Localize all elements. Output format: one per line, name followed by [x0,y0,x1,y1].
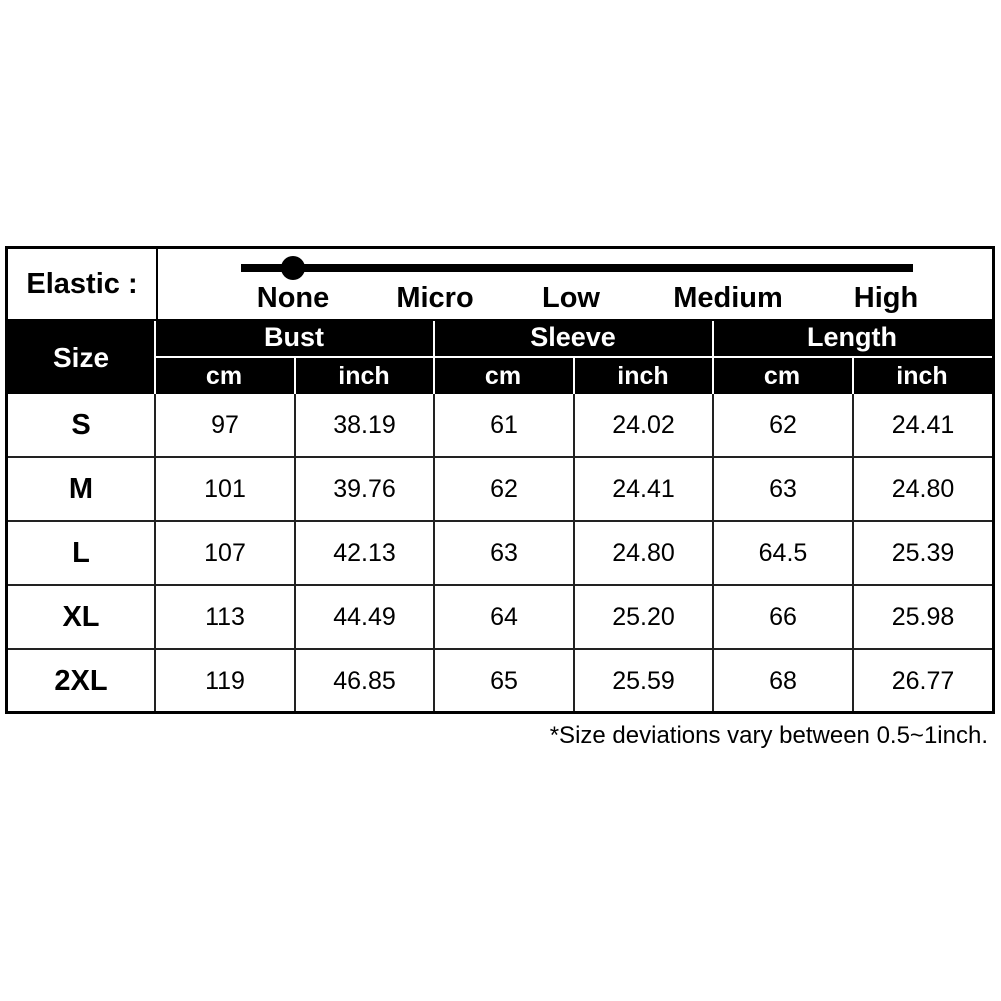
sleeve-cm-cell: 63 [490,538,518,567]
length-inch-cell: 25.98 [891,602,955,631]
bust-cm-cell: 101 [204,474,246,503]
length-inch-cell: 26.77 [891,666,955,695]
elastic-level-low: Low [542,282,600,314]
elastic-indicator-dot [281,256,305,280]
length-cm-cell: 62 [769,410,797,439]
elastic-label: Elastic : [8,249,158,319]
header-divider [852,356,854,394]
size-cell: M [68,472,94,505]
sleeve-cm-cell: 61 [490,410,518,439]
column-divider [154,394,156,711]
length-cm-cell: 68 [769,666,797,695]
elastic-track [241,264,913,272]
header-size: Size [52,341,110,373]
header-bust-inch: inch [338,362,390,390]
header-divider [294,356,296,394]
sleeve-inch-cell: 25.59 [612,666,675,695]
column-divider [712,394,714,711]
column-divider [852,394,854,711]
header-bust: Bust [264,322,324,352]
header-bust-cm: cm [205,362,243,390]
sleeve-inch-cell: 24.80 [612,538,675,567]
column-divider [573,394,575,711]
elastic-level-none: None [256,282,330,314]
bust-inch-cell: 46.85 [333,666,396,695]
elastic-level-high: High [853,282,919,314]
header-sleeve: Sleeve [530,322,616,352]
header-sleeve-inch: inch [617,362,669,390]
size-chart-table [5,246,995,714]
size-deviation-note: *Size deviations vary between 0.5~1inch. [549,722,988,749]
length-inch-cell: 24.41 [891,410,955,439]
sleeve-inch-cell: 24.41 [612,474,675,503]
bust-cm-cell: 97 [211,410,239,439]
size-cell: L [72,536,90,569]
sleeve-cm-cell: 62 [490,474,518,503]
header-length: Length [807,322,897,352]
sleeve-cm-cell: 64 [490,602,518,631]
column-divider [433,394,435,711]
elastic-row [8,249,992,321]
bust-cm-cell: 113 [205,602,245,631]
table-header [8,321,992,394]
header-length-inch: inch [896,362,948,390]
header-length-cm: cm [763,362,801,390]
sleeve-cm-cell: 65 [490,666,518,695]
bust-inch-cell: 42.13 [333,538,396,567]
length-inch-cell: 24.80 [891,474,955,503]
bust-inch-cell: 39.76 [333,474,396,503]
header-divider [573,356,575,394]
sleeve-inch-cell: 24.02 [612,410,675,439]
length-cm-cell: 66 [769,602,797,631]
sleeve-inch-cell: 25.20 [612,602,675,631]
bust-inch-cell: 44.49 [333,602,396,631]
elastic-scale [158,249,992,319]
size-cell: S [71,408,91,441]
length-cm-cell: 64.5 [758,538,808,567]
length-inch-cell: 25.39 [891,538,955,567]
bust-cm-cell: 107 [204,538,246,567]
size-cell: 2XL [54,664,108,697]
elastic-level-micro: Micro [396,282,474,314]
size-cell: XL [62,600,100,633]
column-divider [294,394,296,711]
bust-inch-cell: 38.19 [333,410,396,439]
length-cm-cell: 63 [769,474,797,503]
bust-cm-cell: 119 [205,666,245,695]
header-sleeve-cm: cm [484,362,522,390]
elastic-level-medium: Medium [673,282,783,314]
